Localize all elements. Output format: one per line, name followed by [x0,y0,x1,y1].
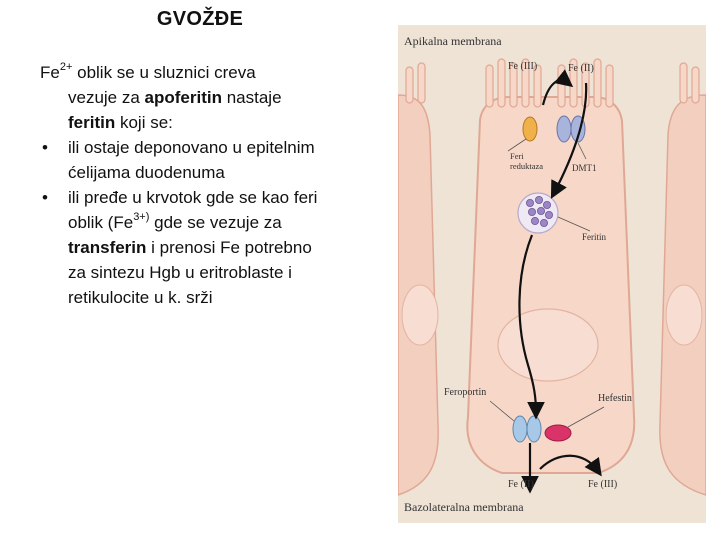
fe3-charge: 3+) [133,211,150,224]
ferroportin-right [527,416,541,442]
intro-fe-charge: 2+ [59,61,73,74]
fe2-bottom-label: Fe (II) [508,479,534,490]
bullet-item-bloodstream [40,185,320,310]
ferritin-label: Feritin [582,232,606,242]
ferritin-term: feritin [68,113,116,132]
right-nucleus [666,285,702,345]
enterocyte-cell [467,97,634,473]
iron-absorption-figure [398,25,706,523]
apoferritin-term: apoferitin [144,88,222,107]
bullet-item-deposited [40,135,320,185]
bullet-2-middle: gde se vezuje za [149,213,282,232]
hephaestin-label: Hefestin [598,393,632,404]
ferroportin-label: Feroportin [444,387,487,398]
bullet-1-text: ili ostaje deponovano u epitelnim ćelijama duodenuma [68,138,315,182]
intro-fe: Fe [40,63,60,82]
bullet-icon: • [42,138,48,157]
line2-tail: nastaje [222,88,282,107]
line2-text: vezuje za [68,88,145,107]
bullet-list [40,135,320,310]
bullet-icon: • [42,188,48,207]
nucleus [498,309,598,381]
fe3-bottom-label: Fe (III) [588,479,618,490]
transferrin-term: transferin [68,238,147,257]
apical-membrane-label: Apikalna membrana [404,34,502,48]
intro-line [40,60,320,85]
iron-absorption-diagram [398,25,706,523]
slide-body-text [40,60,320,310]
dmt1-label: DMT1 [572,163,597,173]
line3-tail: koji se: [115,113,173,132]
bullet-2-text: ili pređe u krvotok gde se kao feri oblik (Fe [68,188,318,232]
basolateral-membrane-label: Bazolateralna membrana [404,500,524,514]
ferric-reductase-label-1: Feri [510,151,524,161]
ferric-reductase-protein [523,117,537,141]
fe2-top-label: Fe (II) [568,63,594,74]
intro-continuation [40,85,320,135]
ferric-reductase-label-2: reduktaza [510,161,544,171]
dmt1-protein-left [557,116,571,142]
hephaestin-protein [545,425,571,441]
intro-text: oblik se u sluznici creva [72,63,256,82]
left-nucleus [402,285,438,345]
fe3-top-label: Fe (III) [508,61,538,72]
ferroportin-left [513,416,527,442]
slide-title: GVOŽĐE [156,8,244,30]
bullet-2-tail: i prenosi Fe potrebno za sintezu Hgb u eritroblaste i retikulocite u k. srži [68,238,312,307]
